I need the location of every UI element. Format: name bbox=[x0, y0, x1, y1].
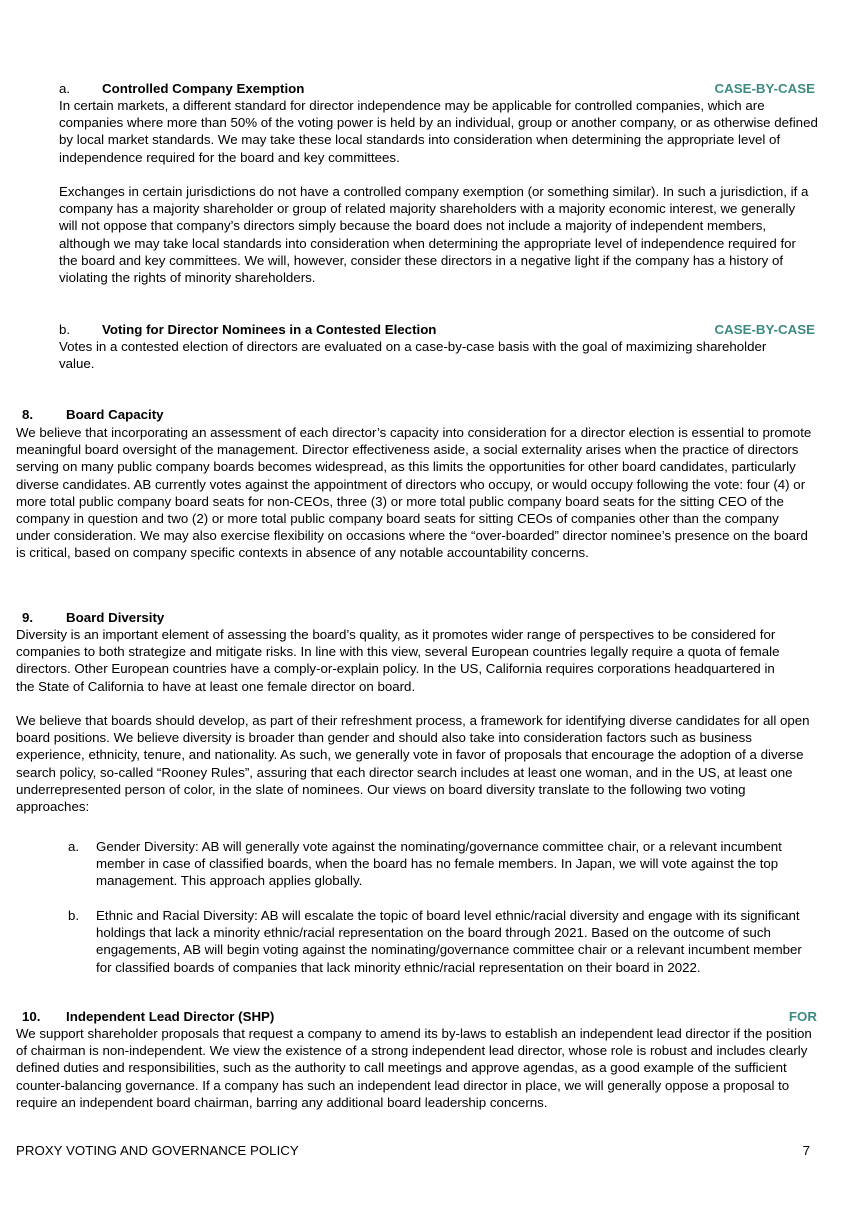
list-item-b-marker: b. bbox=[68, 908, 80, 923]
section-7b-recommendation-tag: CASE-BY-CASE bbox=[714, 322, 815, 337]
section-9-title: Board Diversity bbox=[66, 610, 165, 625]
list-item-a-text: Gender Diversity: AB will generally vote against the nominating/governance committee chair, or a relevant incumbent member in case of classified boards, when the board has no female members. In Japan, we will vote against the top management. This approach applies globally. bbox=[96, 839, 782, 889]
footer-title: PROXY VOTING AND GOVERNANCE POLICY bbox=[16, 1143, 299, 1158]
section-9-heading bbox=[22, 609, 322, 627]
section-7a-recommendation-tag: CASE-BY-CASE bbox=[714, 81, 815, 96]
section-7a-paragraph-1: In certain markets, a different standard for director independence may be applicable for controlled companies, which are companies where more than 50% of the voting power is held by an individual, group or another company, or as otherwise defined by local market standards. We may take these local standards into consideration when determining the appropriate level of independence required for the board and key committees. bbox=[59, 98, 818, 165]
footer-page-number: 7 bbox=[802, 1143, 810, 1158]
section-8-heading bbox=[22, 406, 322, 424]
section-7b-heading bbox=[59, 321, 519, 339]
section-10-heading bbox=[22, 1008, 422, 1026]
section-8-title: Board Capacity bbox=[66, 407, 164, 422]
section-8-number: 8. bbox=[22, 407, 34, 422]
section-9-number: 9. bbox=[22, 610, 34, 625]
section-7a-marker: a. bbox=[59, 81, 71, 96]
section-7a-title: Controlled Company Exemption bbox=[102, 81, 305, 96]
section-10-title: Independent Lead Director (SHP) bbox=[66, 1009, 275, 1024]
section-10-number: 10. bbox=[22, 1009, 41, 1024]
section-7b-marker: b. bbox=[59, 322, 71, 337]
section-10-recommendation-tag: FOR bbox=[788, 1009, 817, 1024]
section-7a-paragraph-2: Exchanges in certain jurisdictions do not have a controlled company exemption (or something similar). In such a jurisdiction, if a company has a majority shareholder or group of related majority shareholders with a majority economic interest, we generally will not oppose that company’s directors simply because the board does not include a majority of independent members, although we may take local standards into consideration when determining the appropriate level of independence required for the board and key committees. We will, however, consider these directors in a negative light if the company has a history of violating the rights of minority shareholders. bbox=[59, 184, 809, 286]
section-7a-heading bbox=[59, 80, 479, 98]
section-10-paragraph-1: We support shareholder proposals that request a company to amend its by-laws to establish an independent lead director if the position of chairman is non-independent. We view the existence of a strong independent lead director, whose role is robust and includes clearly defined duties and responsibilities, such as the authority to call meetings and approve agendas, as a good example of the sufficient counter-balancing governance. If a company has such an independent lead director in place, we will generally oppose a proposal to require an independent board chairman, barring any additional board leadership concerns. bbox=[16, 1026, 812, 1110]
section-7b-title: Voting for Director Nominees in a Contested Election bbox=[102, 322, 437, 337]
list-item-b-text: Ethnic and Racial Diversity: AB will escalate the topic of board level ethnic/racial diversity and engage with its significant holdings that lack a minority ethnic/racial representation on the board through 2021. Based on the outcome of such engagements, AB will begin voting against the nominating/governance committee chair or a relevant incumbent member for classified boards of companies that lack minority ethnic/racial representation on their board in 2022. bbox=[96, 908, 802, 975]
section-8-paragraph-1: We believe that incorporating an assessment of each director’s capacity into consideration for a director election is essential to promote meaningful board oversight of the management. Director effectiveness aside, a social externality arises when the practice of directors serving on many public company boards becomes widespread, as this limits the opportunities for other board candidates, particularly diverse candidates. AB currently votes against the appointment of directors who occupy, or would occupy following the vote: four (4) or more total public company board seats for non-CEOs, three (3) or more total public company board seats for the sitting CEO of the company in question and two (2) or more total public company board seats for sitting CEOs of companies other than the company under consideration. We may also exercise flexibility on occasions where the “over-boarded” director nominee’s presence on the board is critical, based on company specific contexts in absence of any notable accountability concerns. bbox=[16, 425, 812, 561]
list-item-a-marker: a. bbox=[68, 839, 80, 854]
section-7b-paragraph-1: Votes in a contested election of directors are evaluated on a case-by-case basis with the goal of maximizing shareholder value. bbox=[59, 339, 767, 372]
section-9-paragraph-2: We believe that boards should develop, as part of their refreshment process, a framework for identifying diverse candidates for all open board positions. We believe diversity is broader than gender and should also take into consideration factors such as business experience, ethnicity, tenure, and nationality. As such, we generally vote in favor of proposals that encourage the adoption of a diverse search policy, so-called “Rooney Rules”, assuring that each director search includes at least one woman, and in the US, at least one underrepresented person of color, in the slate of nominees. Our views on board diversity translate to the following two voting approaches: bbox=[16, 713, 810, 815]
section-9-paragraph-1: Diversity is an important element of assessing the board’s quality, as it promotes wider range of perspectives to be considered for companies to both strategize and mitigate risks. In line with this view, several European countries legally require a quota of female directors. Other European countries have a comply-or-explain policy. In the US, California requires corporations headquartered in the State of California to have at least one female director on board. bbox=[16, 627, 780, 694]
